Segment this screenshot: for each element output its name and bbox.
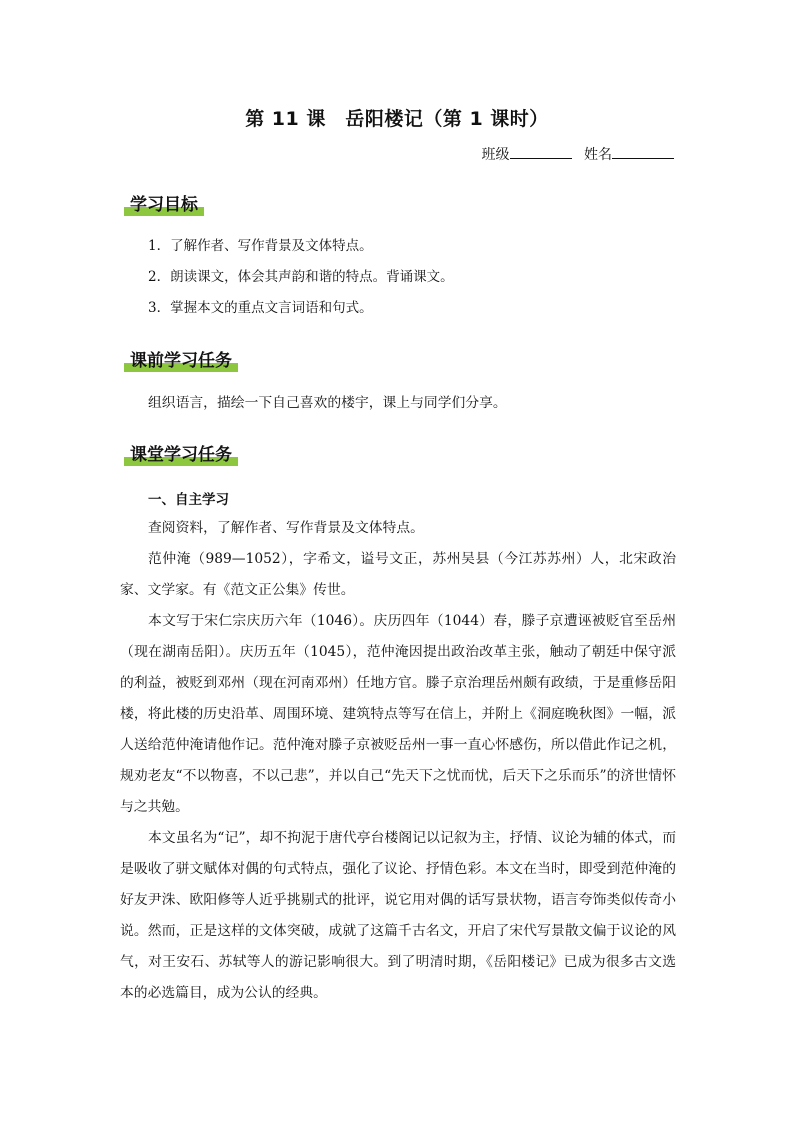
goals-list [148,231,454,324]
goal-item: 2．朗读课文，体会其声韵和谐的特点。背诵课文。 [148,269,454,285]
name-label: 姓名 [584,147,612,163]
goal-item: 1．了解作者、写作背景及文体特点。 [148,238,373,254]
style-paragraph: 本文虽名为“记”，却不拘泥于唐代亭台楼阁记以记叙为主，抒情、议论为辅的体式，而是吸收了骈文赋体对偶的句式特点，强化了议论、抒情色彩。本文在当时，即受到范仲淹的好友尹洙、欧阳修等人近乎挑剔式的批评，说它用对偶的话写景状物，语言夸饰类似传奇小说。然而，正是这样的文体突破，成就了这篇千古名文，开启了宋代写景散文偏于议论的风气，对王安石、苏轼等人的游记影响很大。到了明清时期，《岳阳楼记》已成为很多古文选本的必选篇目，成为公认的经典。 [120,830,676,1001]
section-heading-goals: 学习目标 [124,194,204,216]
section-heading-pre-task: 课前学习任务 [124,350,238,372]
name-blank[interactable] [612,144,674,159]
page-title: 第 11 课 岳阳楼记（第 1 课时） [245,108,549,130]
class-label: 班级 [481,147,510,163]
intro-paragraph: 查阅资料，了解作者、写作背景及文体特点。 [148,520,424,536]
class-blank[interactable] [510,144,572,159]
class-name-line [482,144,674,164]
author-paragraph: 范仲淹（989—1052），字希文，谥号文正，苏州吴县（今江苏苏州）人，北宋政治家、文学家。有《范文正公集》传世。 [120,551,676,598]
sub-heading-self-study: 一、自主学习 [148,492,229,508]
goal-item: 3．掌握本文的重点文言词语和句式。 [148,300,373,316]
background-paragraph: 本文写于宋仁宗庆历六年（1046）。庆历四年（1044）春，滕子京遭诬被贬官至岳州（现在湖南岳阳）。庆历五年（1045），范仲淹因提出政治改革主张，触动了朝廷中保守派的利益，被贬到邓州（现在河南邓州）任地方官。滕子京治理岳州颇有政绩，于是重修岳阳楼，将此楼的历史沿革、周围环境、建筑特点等写在信上，并附上《洞庭晚秋图》一幅，派人送给范仲淹请他作记。范仲淹对滕子京被贬岳州一事一直心怀感伤，所以借此作记之机，规劝老友“不以物喜，不以己悲”，并以自己“先天下之忧而忧，后天下之乐而乐”的济世情怀与之共勉。 [120,613,676,815]
section-heading-class-task: 课堂学习任务 [124,444,238,466]
pre-task-text: 组织语言，描绘一下自己喜欢的楼宇，课上与同学们分享。 [148,395,507,411]
